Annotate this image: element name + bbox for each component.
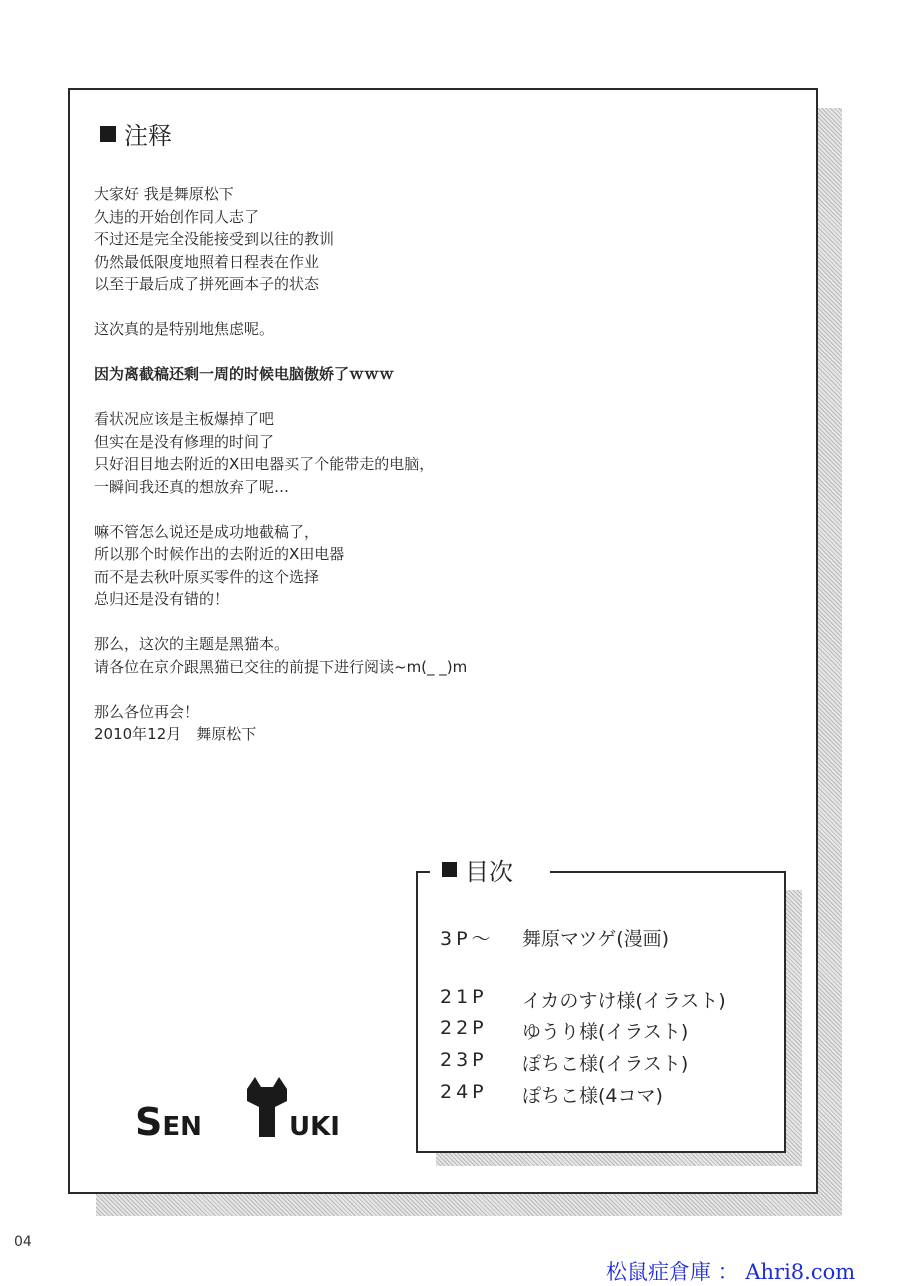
notes-line: 请各位在京介跟黑猫已交往的前提下进行阅读~m(_ _)m [94, 657, 468, 676]
toc-entry-page: 23P [440, 1049, 488, 1071]
notes-line: 所以那个时候作出的去附近的X田电器 [94, 545, 345, 563]
notes-line: 而不是去秋叶原买零件的这个选择 [94, 567, 320, 586]
notes-line: 那么，这次的主题是黑猫本。 [94, 635, 290, 653]
toc-entry-label: ゆうり様(イラスト) [522, 1021, 689, 1043]
toc-entry [440, 1017, 688, 1044]
senyuki-logo [135, 1077, 357, 1139]
svg-text:SEN UKI: SEN UKI [135, 1100, 340, 1139]
notes-paragraph [94, 363, 654, 386]
notes-line: 看状况应该是主板爆掉了吧 [94, 410, 275, 428]
page-number: 04 [14, 1234, 32, 1250]
toc-entry [440, 1081, 663, 1108]
notes-line: 只好泪目地去附近的X田电器买了个能带走的电脑， [94, 455, 435, 473]
notes-line: 那么各位再会！ [94, 702, 200, 721]
notes-line: 大家好 我是舞原松下 [94, 185, 234, 203]
notes-paragraph [94, 521, 654, 611]
toc-entry-page: 24P [440, 1081, 488, 1103]
notes-line: 但实在是没有修理的时间了 [94, 432, 275, 451]
notes-paragraph [94, 318, 654, 341]
toc-entry-page: 3P～ [440, 928, 495, 950]
toc-entry [440, 924, 669, 951]
notes-title: 注释 [124, 122, 172, 150]
toc-entry [440, 986, 726, 1013]
notes-line: 因为离截稿还剩一周的时候电脑傲娇了ｗｗｗ [94, 365, 395, 383]
toc-entry-label: イカのすけ様(イラスト) [522, 990, 726, 1012]
toc-entry-label: 舞原マツゲ(漫画) [522, 928, 670, 950]
notes-line: 这次真的是特别地焦虑呢。 [94, 320, 275, 338]
notes-line: 一瞬间我还真的想放弃了呢… [94, 477, 290, 496]
bullet-square-icon [442, 862, 457, 877]
notes-line: 久违的开始创作同人志了 [94, 207, 260, 226]
toc-title: 目次 [465, 858, 513, 886]
toc-entry-label: ぽちこ様(4コマ) [522, 1085, 663, 1107]
notes-body [94, 183, 654, 768]
toc-entry-page: 21P [440, 986, 488, 1008]
notes-paragraph [94, 633, 654, 678]
cat-ears-logo-icon [247, 1077, 287, 1137]
bullet-square-icon [100, 126, 116, 142]
notes-line: 2010年12月 舞原松下 [94, 725, 257, 743]
notes-line: 嘛不管怎么说还是成功地截稿了， [94, 522, 320, 541]
notes-line: 以至于最后成了拼死画本子的状态 [94, 275, 320, 293]
notes-paragraph [94, 701, 654, 746]
notes-paragraph [94, 183, 654, 296]
notes-line: 不过还是完全没能接受到以往的教训 [94, 230, 335, 248]
toc-entry-label: ぽちこ様(イラスト) [522, 1053, 689, 1075]
notes-paragraph [94, 408, 654, 498]
notes-line: 仍然最低限度地照着日程表在作业 [94, 252, 320, 271]
toc-heading [442, 852, 513, 887]
toc-entry [440, 1049, 688, 1076]
notes-heading [100, 116, 172, 151]
watermark: 松鼠症倉庫 ： Ahri8.com [606, 1260, 856, 1284]
notes-line: 总归还是没有错的！ [94, 590, 230, 608]
toc-entry-page: 22P [440, 1017, 488, 1039]
